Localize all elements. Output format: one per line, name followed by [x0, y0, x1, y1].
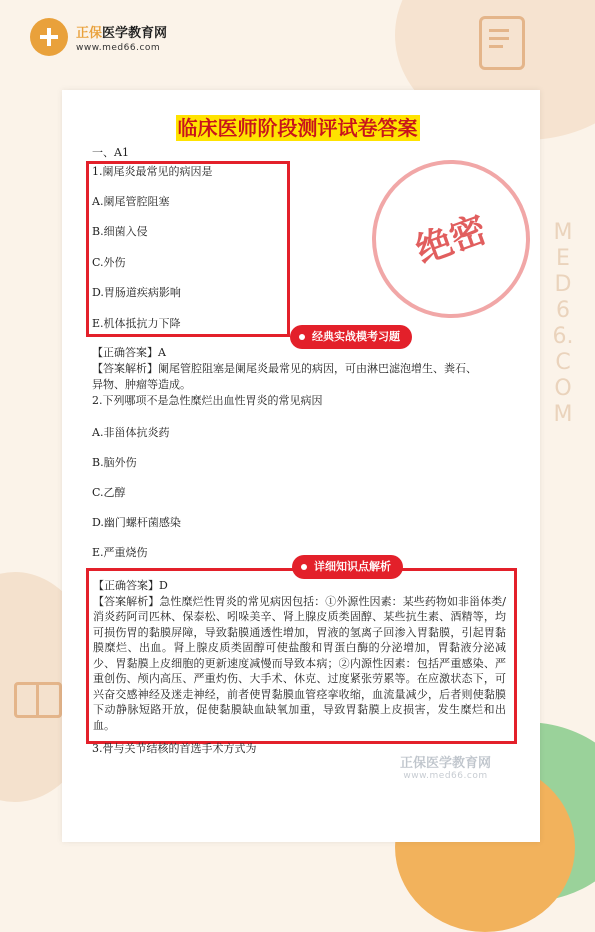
- q1-option-a: A.阑尾管腔阻塞: [92, 195, 170, 208]
- q2-option-e: E.严重烧伤: [92, 546, 148, 559]
- q2-analysis: 【答案解析】急性糜烂性胃炎的常见病因包括：①外源性因素：某些药物如非甾体类/消炎药阿司匹林、保泰松、吲哚美辛、肾上腺皮质类固醇、某些抗生素、酒精等，均可损伤胃的黏膜屏障，导致黏膜通透性增加，胃液的氢离子回渗入胃黏膜，引起胃黏膜糜烂、出血。肾上腺皮质类固醇可使盐酸和胃蛋白酶的分泌增加，胃黏液分泌减少、胃黏膜上皮细胞的更新速度减慢而导致本病；②内源性因素：包括严重感染、严重创伤、颅内高压、严重灼伤、大手术、休克、过度紧张劳累等。在应激状态下，可兴奋交感神经及迷走神经，前者使胃黏膜血管痉挛收缩，血流量减少，后者则使黏膜下动静脉短路开放，促使黏膜缺血缺氧加重，导致胃黏膜上皮损害，发生糜烂和出血。: [93, 594, 506, 732]
- q1-answer: 【正确答案】A: [92, 346, 166, 359]
- vertical-watermark: MED66.COM: [552, 220, 574, 427]
- brand-name: 正保医学教育网: [76, 25, 168, 41]
- brand-url: www.med66.com: [76, 42, 161, 53]
- q1-analysis-line-2: 异物、肿瘤等造成。: [92, 378, 191, 391]
- question-2-stem: 2.下列哪项不是急性糜烂出血性胃炎的常见病因: [92, 394, 323, 407]
- document-icon: [479, 16, 525, 70]
- question-3-stem: 3.骨与关节结核的首选手术方式为: [92, 742, 257, 755]
- q2-option-c: C.乙醇: [92, 486, 126, 499]
- q2-option-a: A.非甾体抗炎药: [92, 426, 170, 439]
- brand-logo: [30, 18, 167, 56]
- page-title: 临床医师阶段测评试卷答案: [177, 116, 418, 140]
- q2-option-b: B.脑外伤: [92, 456, 137, 469]
- q1-analysis-line-1: 【答案解析】阑尾管腔阻塞是阑尾炎最常见的病因，可由淋巴滤泡增生、粪石、: [92, 362, 477, 375]
- q2-answer: 【正确答案】D: [93, 579, 168, 592]
- exam-question-highlight-box: [86, 161, 290, 337]
- section-heading: 一、A1: [92, 146, 129, 159]
- book-icon: [14, 682, 62, 718]
- logo-cross-icon: [30, 18, 68, 56]
- q1-option-c: C.外伤: [92, 256, 126, 269]
- q2-option-d: D.幽门螺杆菌感染: [92, 516, 181, 529]
- q1-option-b: B.细菌入侵: [92, 225, 148, 238]
- q1-option-d: D.胃肠道疾病影响: [92, 286, 181, 299]
- exam-practice-tag: 经典实战模考习题: [290, 325, 412, 349]
- knowledge-analysis-tag: 详细知识点解析: [292, 555, 403, 579]
- question-1-stem: 1.阑尾炎最常见的病因是: [92, 165, 213, 178]
- q2-answer-and-analysis: [93, 578, 506, 733]
- confidential-stamp: 绝密: [350, 138, 553, 341]
- q1-option-e: E.机体抵抗力下降: [92, 317, 181, 330]
- bottom-watermark: 正保医学教育网 www.med66.com: [400, 756, 492, 781]
